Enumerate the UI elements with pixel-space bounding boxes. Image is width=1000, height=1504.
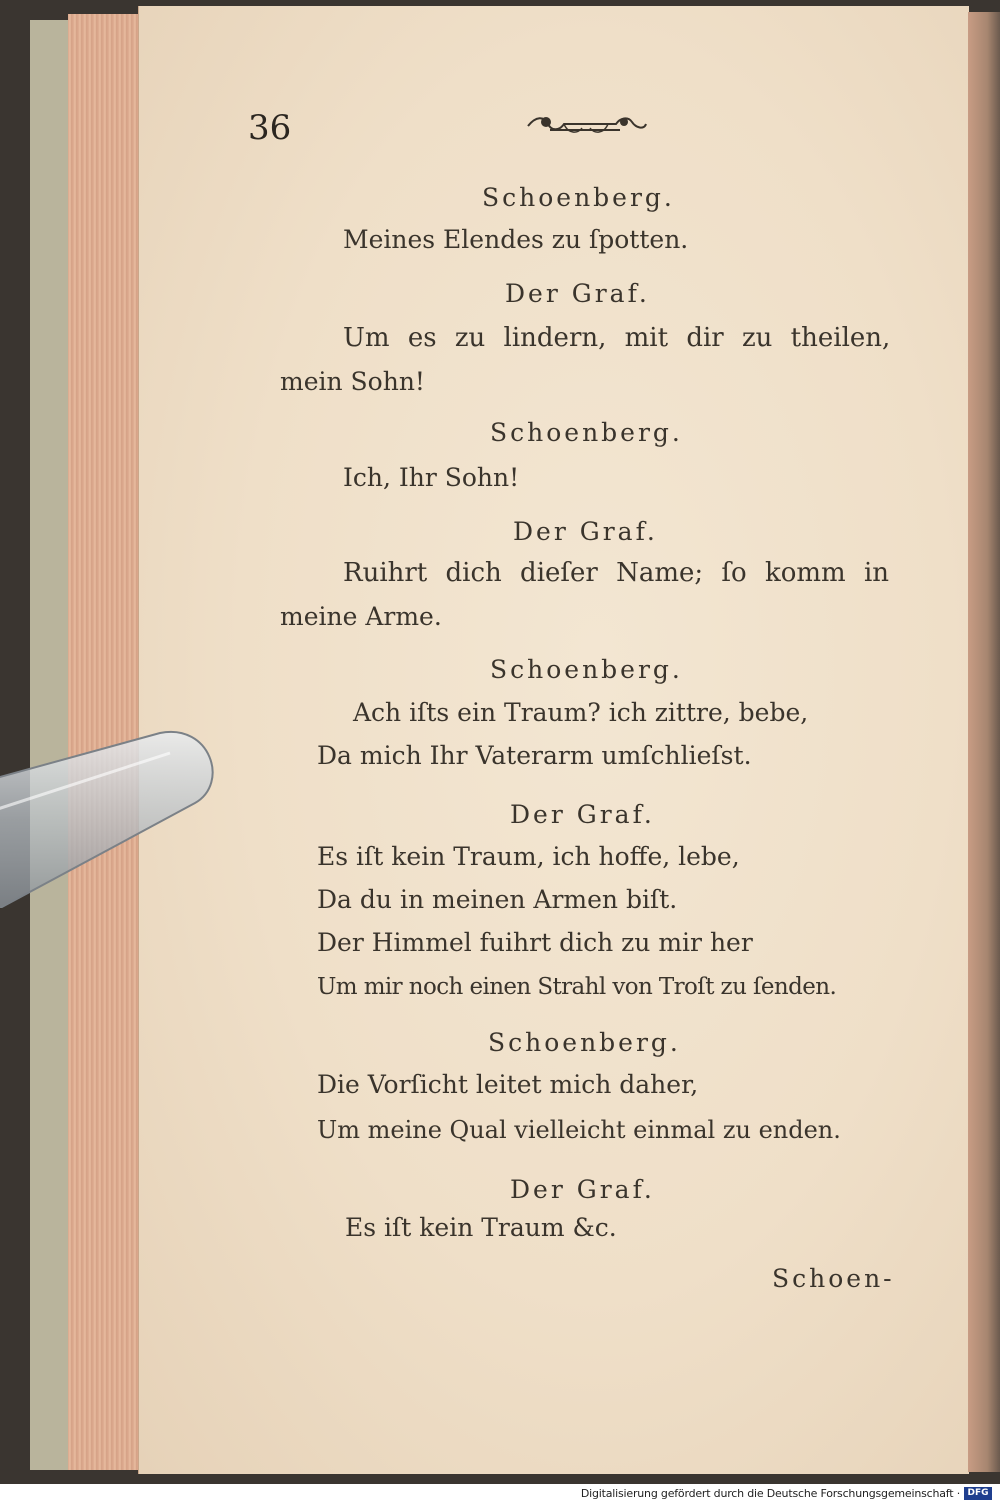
verse-line: Ach iſts ein Traum? ich zittre, bebe, [353, 698, 809, 727]
speaker-heading: Schoenberg. [490, 418, 683, 447]
verse-line: Meines Elendes zu ſpotten. [343, 225, 689, 254]
verse-line: Um es zu lindern, mit dir zu theilen, [343, 323, 891, 353]
verse-line: meine Arme. [280, 602, 442, 631]
speaker-heading: Der Graf. [510, 1175, 655, 1204]
speaker-heading: Schoenberg. [482, 183, 675, 212]
verse-line: Um mir noch einen Strahl von Troſt zu ſenden. [317, 974, 837, 1000]
speaker-heading: Der Graf. [513, 517, 658, 546]
verse-line: Da du in meinen Armen biſt. [317, 885, 678, 914]
catchword: Schoen- [772, 1264, 895, 1293]
verse-line: Ruihrt dich dieſer Name; ſo komm in [343, 558, 890, 588]
footer-bar [0, 1484, 1000, 1504]
vignette-ornament-icon [520, 108, 650, 142]
verse-line: Ich, Ihr Sohn! [343, 463, 520, 492]
verse-line: Da mich Ihr Vaterarm umſchlieſst. [317, 741, 752, 770]
page-number: 36 [248, 108, 292, 148]
dfg-logo: DFG [964, 1487, 992, 1500]
verse-line: Der Himmel fuihrt dich zu mir her [317, 928, 753, 957]
verse-line: Die Vorſicht leitet mich daher, [317, 1070, 699, 1099]
speaker-heading: Der Graf. [510, 800, 655, 829]
book-gutter [968, 12, 1000, 1472]
speaker-heading: Der Graf. [505, 279, 650, 308]
glass-spatula [0, 728, 250, 908]
verse-line: Es iſt kein Traum, ich hoffe, lebe, [317, 842, 740, 871]
verse-line: Es iſt kein Traum &c. [345, 1213, 617, 1242]
verse-line: Um meine Qual vielleicht einmal zu enden. [317, 1116, 841, 1144]
speaker-heading: Schoenberg. [488, 1028, 681, 1057]
speaker-heading: Schoenberg. [490, 655, 683, 684]
footer-credit: Digitalisierung gefördert durch die Deutsche Forschungsgemeinschaft · [580, 1487, 960, 1500]
verse-line: mein Sohn! [280, 367, 425, 396]
